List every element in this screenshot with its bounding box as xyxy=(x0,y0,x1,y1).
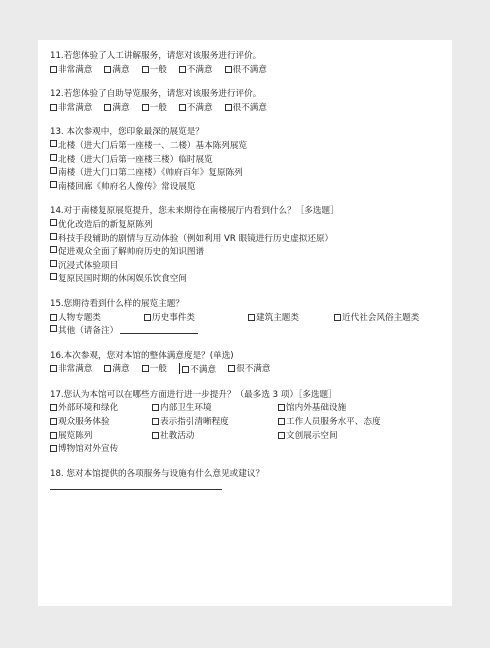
option[interactable]: 一般 xyxy=(142,363,167,378)
checkbox[interactable] xyxy=(50,404,57,411)
checkbox[interactable] xyxy=(50,167,57,174)
option[interactable]: 一般 xyxy=(142,64,167,78)
options-row xyxy=(50,402,450,416)
options-row xyxy=(50,312,450,326)
options-row xyxy=(50,64,450,78)
checkbox[interactable] xyxy=(50,432,57,439)
option[interactable]: 优化改造后的新复原陈列 xyxy=(50,219,450,233)
option[interactable]: 工作人员服务水平、态度 xyxy=(278,416,381,430)
checkbox[interactable] xyxy=(50,325,57,332)
option[interactable]: 很不满意 xyxy=(225,64,267,78)
option[interactable]: 南楼（进大门口第二座楼）《帅府百年》复原陈列 xyxy=(50,167,450,181)
question-title: 16.本次参观，您对本馆的整体满意度是？(单选) xyxy=(50,350,234,361)
question-title: 13. 本次参观中，您印象最深的展览是？ xyxy=(50,127,204,138)
question-title: 17.您认为本馆可以在哪些方面进行进一步提升？（最多选 3 项）［多选题］ xyxy=(50,389,337,400)
checkbox[interactable] xyxy=(50,140,57,147)
option[interactable]: 外部环境和绿化 xyxy=(50,402,152,416)
option[interactable]: 馆内外基础设施 xyxy=(278,402,346,416)
checkbox[interactable] xyxy=(104,365,111,372)
question-16 xyxy=(50,350,450,378)
option[interactable]: 社教活动 xyxy=(152,430,278,444)
question-17 xyxy=(50,389,450,457)
checkbox[interactable] xyxy=(179,66,186,73)
question-12 xyxy=(50,88,450,115)
option[interactable]: 科技手段辅助的剧情与互动体验（例如利用 VR 眼镜进行历史虚拟还原） xyxy=(50,233,450,247)
checkbox[interactable] xyxy=(179,104,186,111)
options-row xyxy=(50,363,450,378)
questionnaire-page xyxy=(38,40,452,606)
question-title: 12.若您体验了自助导览服务，请您对该服务进行评价。 xyxy=(50,89,262,100)
text-cursor-mark xyxy=(179,363,181,374)
option[interactable]: 博物馆对外宣传 xyxy=(50,443,152,457)
checkbox[interactable] xyxy=(50,233,57,240)
option[interactable]: 非常满意 xyxy=(50,64,92,78)
option[interactable]: 内部卫生环境 xyxy=(152,402,278,416)
options-row xyxy=(50,430,450,444)
checkbox[interactable] xyxy=(152,404,159,411)
question-title: 11.若您体验了人工讲解服务，请您对该服务进行评价。 xyxy=(50,51,262,61)
question-15 xyxy=(50,298,450,339)
checkbox[interactable] xyxy=(50,445,57,452)
option[interactable]: 满意 xyxy=(104,102,129,116)
option[interactable]: 不满意 xyxy=(179,363,216,378)
question-title: 18. 您对本馆提供的各项服务与设施有什么意见或建议？ xyxy=(50,468,265,479)
option-other[interactable]: 其他（请备注） xyxy=(50,325,450,339)
checkbox[interactable] xyxy=(50,219,57,226)
option[interactable]: 展览陈列 xyxy=(50,430,152,444)
checkbox[interactable] xyxy=(144,314,151,321)
options-row xyxy=(50,102,450,116)
checkbox[interactable] xyxy=(225,104,232,111)
option[interactable]: 不满意 xyxy=(179,64,213,78)
checkbox[interactable] xyxy=(50,418,57,425)
options-row xyxy=(50,443,450,457)
option[interactable]: 一般 xyxy=(142,102,167,116)
checkbox[interactable] xyxy=(104,66,111,73)
checkbox[interactable] xyxy=(50,365,57,372)
option[interactable]: 满意 xyxy=(104,64,129,78)
option[interactable]: 表示指引清晰程度 xyxy=(152,416,278,430)
question-14 xyxy=(50,205,450,287)
option[interactable]: 不满意 xyxy=(179,102,213,116)
option[interactable]: 北楼（进大门后第一座楼一、二楼）基本陈列展览 xyxy=(50,140,450,154)
checkbox[interactable] xyxy=(228,365,235,372)
option[interactable]: 复原民国时期的休闲娱乐饮食空间 xyxy=(50,273,450,287)
questionnaire-content xyxy=(50,50,450,501)
checkbox[interactable] xyxy=(278,432,285,439)
checkbox[interactable] xyxy=(50,104,57,111)
checkbox[interactable] xyxy=(278,404,285,411)
option[interactable]: 文创展示空间 xyxy=(278,430,338,444)
option[interactable]: 促进观众全面了解帅府历史的知识图谱 xyxy=(50,246,450,260)
question-18 xyxy=(50,468,450,491)
answer-input-line[interactable] xyxy=(50,483,222,490)
option[interactable]: 北楼（进大门后第一座楼三楼）临时展览 xyxy=(50,154,450,168)
checkbox[interactable] xyxy=(248,314,255,321)
checkbox[interactable] xyxy=(182,366,189,373)
question-13 xyxy=(50,126,450,194)
checkbox[interactable] xyxy=(50,154,57,161)
checkbox[interactable] xyxy=(142,66,149,73)
checkbox[interactable] xyxy=(50,314,57,321)
question-title: 15.您期待看到什么样的展览主题？ xyxy=(50,298,184,309)
option[interactable]: 沉浸式体验项目 xyxy=(50,260,450,274)
checkbox[interactable] xyxy=(50,246,57,253)
option[interactable]: 人物专题类 xyxy=(50,312,144,326)
option[interactable]: 很不满意 xyxy=(228,363,270,378)
other-input-line[interactable] xyxy=(120,325,198,334)
option[interactable]: 建筑主题类 xyxy=(248,312,334,326)
option[interactable]: 南楼回廊《帅府名人像传》常设展览 xyxy=(50,181,450,195)
checkbox[interactable] xyxy=(104,104,111,111)
options-row xyxy=(50,416,450,430)
option[interactable]: 历史事件类 xyxy=(144,312,248,326)
checkbox[interactable] xyxy=(334,314,341,321)
question-11 xyxy=(50,50,450,77)
option[interactable]: 观众服务体验 xyxy=(50,416,152,430)
option[interactable]: 非常满意 xyxy=(50,363,92,378)
checkbox[interactable] xyxy=(50,273,57,280)
checkbox[interactable] xyxy=(142,104,149,111)
option[interactable]: 非常满意 xyxy=(50,102,92,116)
option[interactable]: 满意 xyxy=(104,363,129,378)
checkbox[interactable] xyxy=(278,418,285,425)
checkbox[interactable] xyxy=(142,365,149,372)
checkbox[interactable] xyxy=(50,66,57,73)
checkbox[interactable] xyxy=(50,181,57,188)
checkbox[interactable] xyxy=(152,418,159,425)
option[interactable]: 近代社会风俗主题类 xyxy=(334,312,419,326)
checkbox[interactable] xyxy=(225,66,232,73)
checkbox[interactable] xyxy=(50,260,57,267)
checkbox[interactable] xyxy=(152,432,159,439)
option[interactable]: 很不满意 xyxy=(225,102,267,116)
question-title: 14.对于南楼复原展览提升，您未来期待在南楼展厅内看到什么？［多选题］ xyxy=(50,206,339,217)
